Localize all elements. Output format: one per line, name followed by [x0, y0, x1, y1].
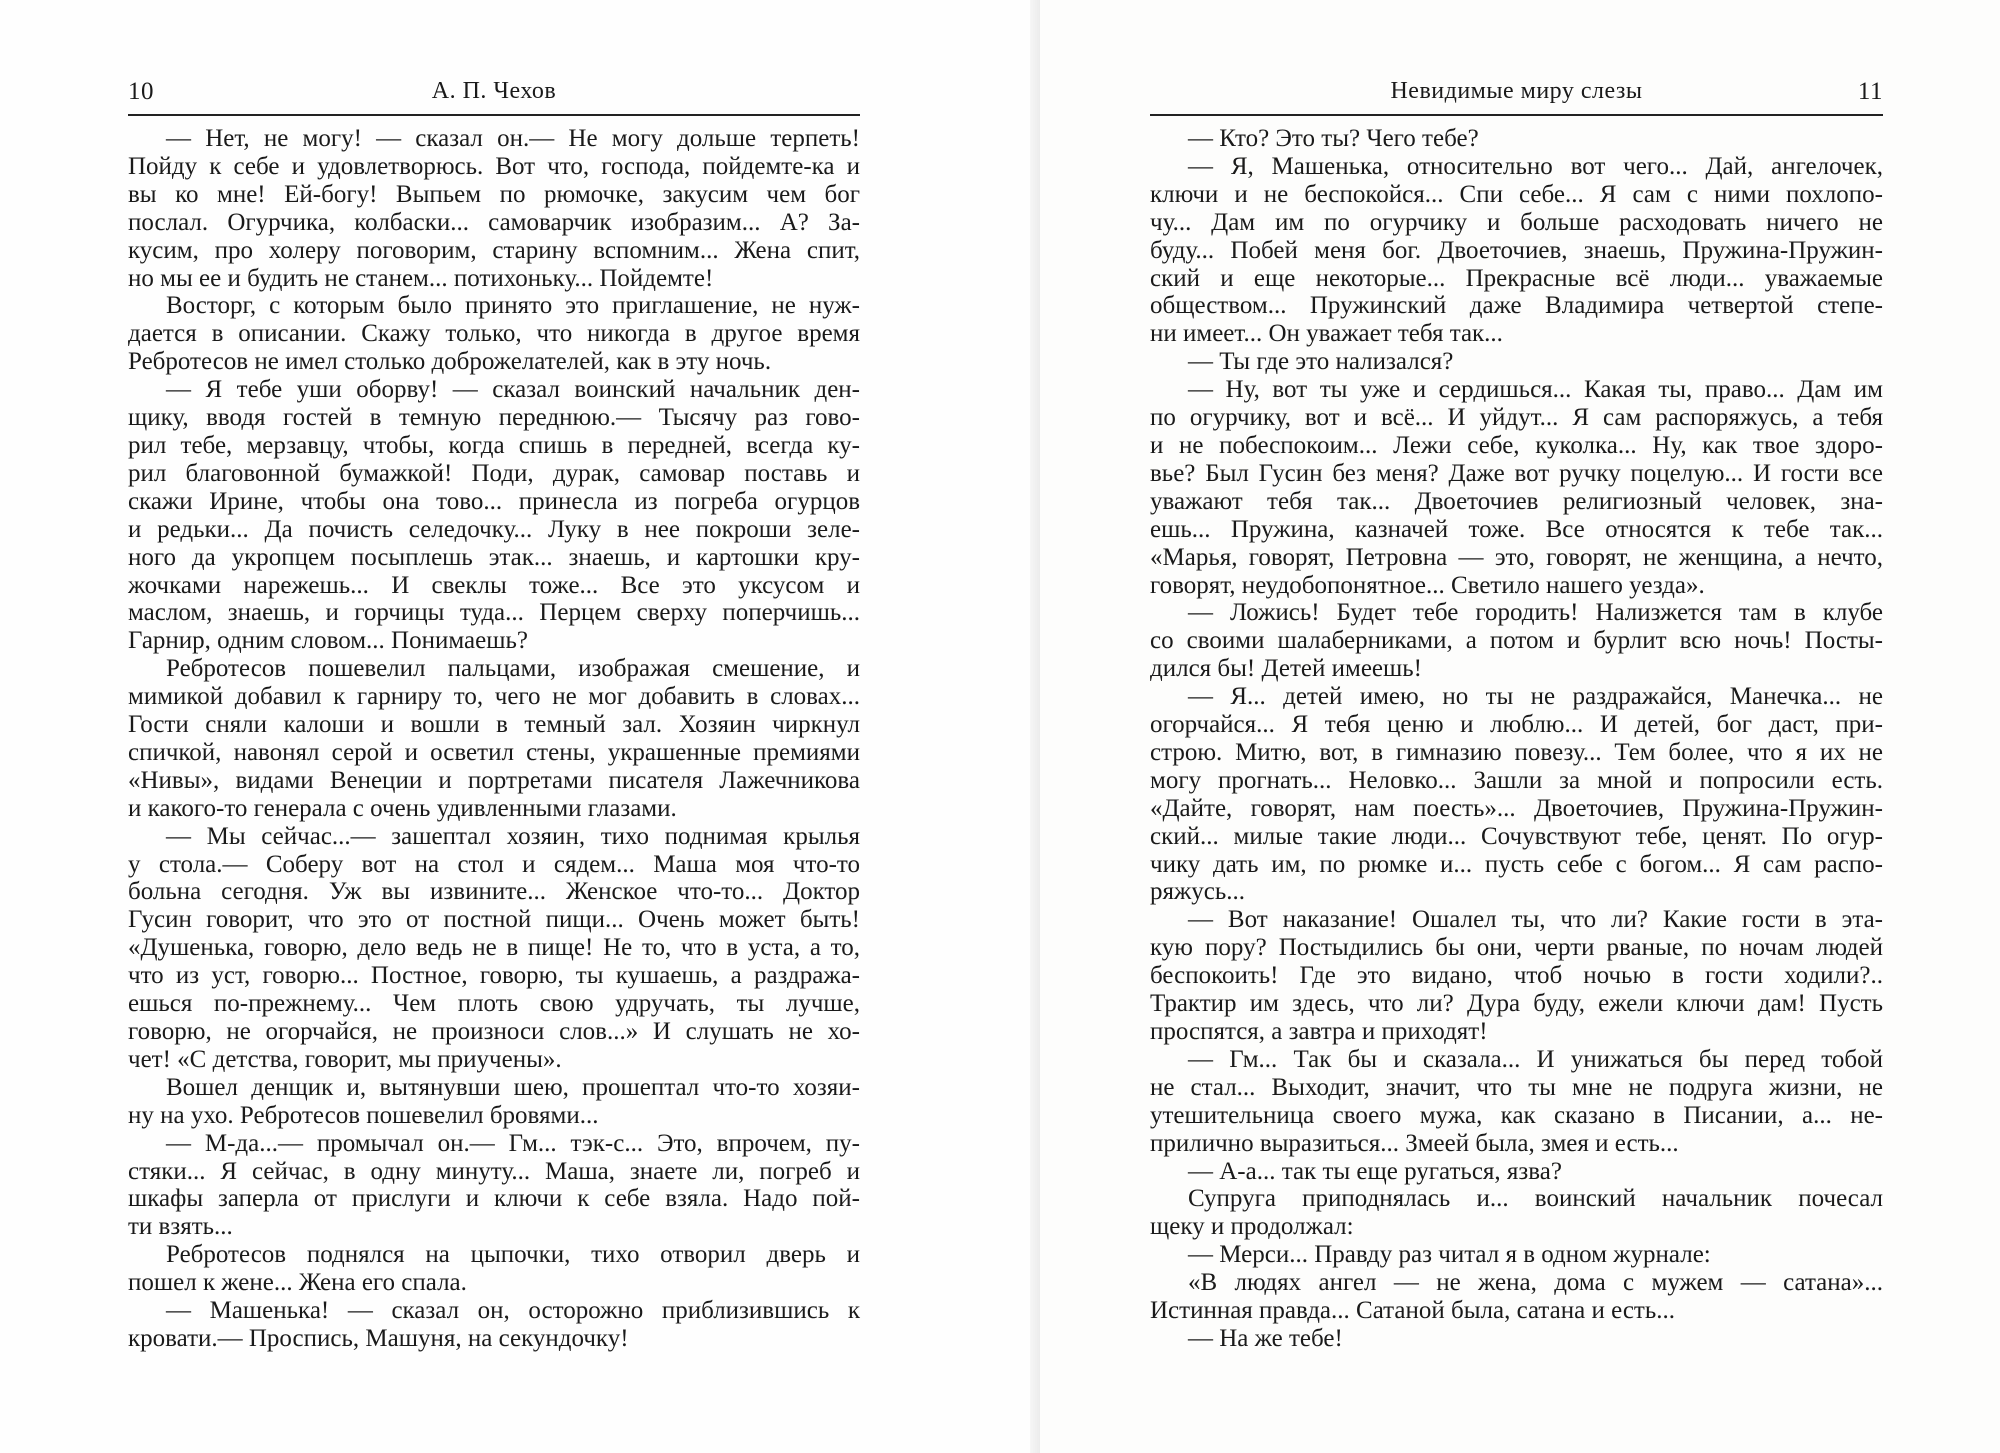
paragraph: [128, 1130, 860, 1242]
text-line: — Машенька! — сказал он, осторожно приблизившись к: [166, 1297, 860, 1325]
paragraph: [128, 125, 860, 292]
paragraph: [1150, 125, 1883, 153]
text-line: беспокоить! Где это видано, чтоб ночью в гости ходили?..: [1150, 962, 1883, 990]
text-line: ти взять...: [128, 1213, 233, 1241]
paragraph: [1150, 906, 1883, 1046]
text-line: — Я... детей имею, но ты не раздражайся, Манечка... не: [1188, 683, 1883, 711]
text-line: — Ну, вот ты уже и сердишься... Какая ты, право... Дам им: [1188, 376, 1883, 404]
text-line: рил тебе, мерзавцу, чтобы, когда спишь в передней, всегда ку-: [128, 431, 860, 459]
text-line: Истинная правда... Сатаной была, сатана и есть...: [1150, 1297, 1675, 1325]
text-line: дается в описании. Скажу только, что никогда в другое время: [128, 320, 860, 348]
text-line: проспятся, а завтра и приходят!: [1150, 1018, 1488, 1045]
text-line: Вошел денщик и, вытянувши шею, прошептал что-то хозяи-: [166, 1073, 860, 1101]
running-title-author: А. П. Чехов: [431, 78, 557, 104]
paragraph: [128, 1241, 860, 1297]
text-line: рил благовонной бумажкой! Поди, дурак, самовар поставь и: [128, 459, 860, 487]
text-line: — Вот наказание! Ошалел ты, что ли? Какие гости в эта-: [1188, 906, 1883, 934]
text-line: «Дайте, говорят, нам поесть»... Двоеточиев, Пружина-Пружин-: [1150, 794, 1883, 822]
text-line: шкафы заперла от прислуги и ключи к себе взяла. Надо пой-: [128, 1185, 860, 1213]
text-line: Супруга приподнялась и... воинский начальник почесал: [1188, 1185, 1883, 1213]
text-line: говорю, не огорчайся, не произноси слов...» И слушать не хо-: [128, 1018, 860, 1045]
paragraph: [128, 376, 860, 655]
text-line: больна сегодня. Уж вы извините... Женское что-то... Доктор: [128, 878, 860, 906]
paragraph: [1150, 348, 1883, 376]
text-line: щику, вводя гостей в темную переднюю.— Тысячу раз гово-: [128, 404, 860, 432]
text-line: мимикой добавил к гарниру то, чего не мог добавить в словах...: [128, 683, 860, 711]
page-number: 11: [1857, 78, 1883, 105]
text-line: по огурчику, вот и всё... И уйдут... Я сам распоряжусь, а тебя: [1150, 404, 1883, 432]
text-line: ключи и не беспокойся... Спи себе... Я сам с ними похлопо-: [1150, 180, 1883, 208]
text-line: и не побеспокоим... Лежи себе, куколка... Ну, как твое здоро-: [1150, 431, 1883, 459]
text-line: уважают тебя так... Двоеточиев религиозный человек, зна-: [1150, 487, 1883, 515]
text-line: маслом, знаешь, и горчицы туда... Перцем сверху поперчишь...: [128, 599, 860, 627]
text-line: Гости сняли калоши и вошли в темный зал. Хозяин чиркнул: [128, 711, 860, 739]
text-line: Восторг, с которым было принято это приглашение, не нуж-: [166, 292, 860, 320]
text-line: «В людях ангел — не жена, дома с мужем — сатана»...: [1188, 1269, 1883, 1297]
text-line: — На же тебе!: [1188, 1324, 1343, 1352]
text-line: — М-да...— промычал он.— Гм... тэк-с... Это, впрочем, пу-: [166, 1129, 860, 1157]
text-line: Ребротесов пошевелил пальцами, изображая смешение, и: [166, 655, 860, 683]
text-line: Пойду к себе и удовлетворюсь. Вот что, господа, пойдемте-ка и: [128, 152, 860, 180]
text-line: чет! «С детства, говорит, мы приучены».: [128, 1045, 562, 1073]
text-line: жочками нарежешь... И свеклы тоже... Все это уксусом и: [128, 571, 860, 599]
text-line: Гусин говорит, что это от постной пищи... Очень может быть!: [128, 906, 860, 934]
text-line: щеку и продолжал:: [1150, 1213, 1354, 1241]
text-line: могу прогнать... Неловко... Зашли за мной и попросили есть.: [1150, 766, 1883, 794]
text-line: у стола.— Соберу вот на стол и сядем... Маша моя что-то: [128, 850, 860, 878]
text-line: «Душенька, говорю, дело ведь не в пище! Не то, что в уста, а то,: [128, 934, 860, 962]
text-line: огорчайся... Я тебя ценю и люблю... И детей, бог даст, при-: [1150, 711, 1883, 739]
text-line: послал. Огурчика, колбаски... самоварчик изобразим... А? За-: [128, 208, 860, 236]
left-page-header: [128, 78, 860, 116]
text-line: пошел к жене... Жена его спала.: [128, 1269, 467, 1297]
text-line: утешительница своего мужа, как сказано в Писании, а... не-: [1150, 1101, 1883, 1129]
text-line: — Кто? Это ты? Чего тебе?: [1188, 125, 1479, 152]
paragraph: [128, 292, 860, 376]
text-line: Ребротесов не имел столько доброжелателей, как в эту ночь.: [128, 348, 772, 376]
text-line: со своими шалаберниками, а потом и бурлит всю ночь! Посты-: [1150, 627, 1883, 655]
text-line: кусим, про холеру поговорим, старину вспомним... Жена спит,: [128, 236, 860, 264]
text-line: кровати.— Проспись, Машуня, на секундочку!: [128, 1324, 629, 1352]
text-line: прилично выразиться... Змеей была, змея и есть...: [1150, 1129, 1679, 1157]
right-page-header: [1150, 78, 1883, 116]
paragraph: [128, 1074, 860, 1130]
text-line: ский и еще некоторые... Прекрасные всё люди... уважаемые: [1150, 264, 1883, 292]
text-line: буду... Побей меня бог. Двоеточиев, знаешь, Пружина-Пружин-: [1150, 236, 1883, 264]
text-line: — А-а... так ты еще ругаться, язва?: [1188, 1157, 1562, 1185]
text-line: вы ко мне! Ей-богу! Выпьем по рюмочке, закусим чем бог: [128, 180, 860, 208]
paragraph: [1150, 1269, 1883, 1325]
text-line: но мы ее и будить не станем... потихоньку... Пойдемте!: [128, 264, 714, 292]
text-line: — Ты где это нализался?: [1188, 348, 1454, 376]
paragraph: [1150, 1185, 1883, 1241]
paragraph: [128, 823, 860, 1074]
text-line: обществом... Пружинский даже Владимира четвертой степе-: [1150, 292, 1883, 320]
text-line: стяки... Я сейчас, в одну минуту... Маша, знаете ли, погреб и: [128, 1157, 860, 1185]
text-line: Ребротесов поднялся на цыпочки, тихо отворил дверь и: [166, 1241, 860, 1269]
text-line: кую пору? Постыдились бы они, черти рваные, по ночам людей: [1150, 934, 1883, 962]
text-line: «Марья, говорят, Петровна — это, говорят, не женщина, а нечто,: [1150, 543, 1883, 571]
text-line: — Мерси... Правду раз читал я в одном журнале:: [1188, 1241, 1711, 1269]
paragraph: [1150, 153, 1883, 348]
right-page-text: [1150, 125, 1883, 1353]
text-line: чу... Дам им по огурчику и больше расходовать ничего не: [1150, 208, 1883, 236]
paragraph: [1150, 1241, 1883, 1269]
text-line: ни имеет... Он уважает тебя так...: [1150, 320, 1503, 348]
text-line: «Нивы», видами Венеции и портретами писателя Лажечникова: [128, 766, 860, 794]
page-number: 10: [128, 78, 154, 105]
paragraph: [1150, 599, 1883, 683]
paragraph: [128, 655, 860, 822]
text-line: говорят, неудобопонятное... Светило нашего уезда».: [1150, 571, 1705, 599]
paragraph: [1150, 1046, 1883, 1158]
text-line: дился бы! Детей имеешь!: [1150, 655, 1422, 683]
text-line: Трактир им здесь, что ли? Дура буду, ежели ключи дам! Пусть: [1150, 990, 1883, 1018]
text-line: — Я, Машенька, относительно вот чего... Дай, ангелочек,: [1188, 152, 1883, 180]
text-line: ну на ухо. Ребротесов пошевелил бровями...: [128, 1101, 599, 1129]
text-line: и редьки... Да почисть селедочку... Луку в нее покроши зеле-: [128, 515, 860, 543]
text-line: ного да укропцем посыплешь этак... знаешь, и картошки кру-: [128, 543, 860, 571]
left-page-text: [128, 125, 860, 1353]
text-line: что из уст, говорю... Постное, говорю, ты кушаешь, а раздража-: [128, 962, 860, 990]
text-line: строю. Митю, вот, в гимназию повезу... Тем более, что я их не: [1150, 738, 1883, 766]
paragraph: [1150, 683, 1883, 906]
right-page: [1040, 0, 2000, 1453]
text-line: ский... милые такие люди... Сочувствуют тебе, ценят. По огур-: [1150, 822, 1883, 850]
paragraph: [128, 1297, 860, 1353]
text-line: — Мы сейчас...— зашептал хозяин, тихо поднимая крылья: [166, 822, 860, 850]
running-title-story: Невидимые миру слезы: [1390, 78, 1643, 104]
text-line: не стал... Выходит, значит, что ты мне не подруга жизни, не: [1150, 1073, 1883, 1101]
text-line: — Ложись! Будет тебе городить! Нализжется там в клубе: [1188, 599, 1883, 627]
text-line: ешь... Пружина, казначей тоже. Все относятся к тебе так...: [1150, 515, 1883, 543]
text-line: ряжусь...: [1150, 878, 1246, 906]
text-line: — Гм... Так бы и сказала... И унижаться бы перед тобой: [1188, 1045, 1883, 1073]
text-line: скажи Ирине, чтобы она тово... принесла из погреба огурцов: [128, 487, 860, 515]
text-line: ешься по-прежнему... Чем плоть свою удручать, ты лучше,: [128, 990, 860, 1018]
text-line: Гарнир, одним словом... Понимаешь?: [128, 627, 528, 655]
text-line: вье? Был Гусин без меня? Даже вот ручку поцелую... И гости все: [1150, 459, 1883, 487]
text-line: чику дать им, по рюмке и... пусть себе с богом... Я сам распо-: [1150, 850, 1883, 878]
text-line: и какого-то генерала с очень удивленными глазами.: [128, 794, 677, 822]
text-line: спичкой, навонял серой и осветил стены, украшенные премиями: [128, 738, 860, 766]
paragraph: [1150, 376, 1883, 599]
paragraph: [1150, 1325, 1883, 1353]
text-line: — Я тебе уши оборву! — сказал воинский начальник ден-: [166, 376, 860, 404]
text-line: — Нет, не могу! — сказал он.— Не могу дольше терпеть!: [166, 125, 860, 152]
paragraph: [1150, 1158, 1883, 1186]
